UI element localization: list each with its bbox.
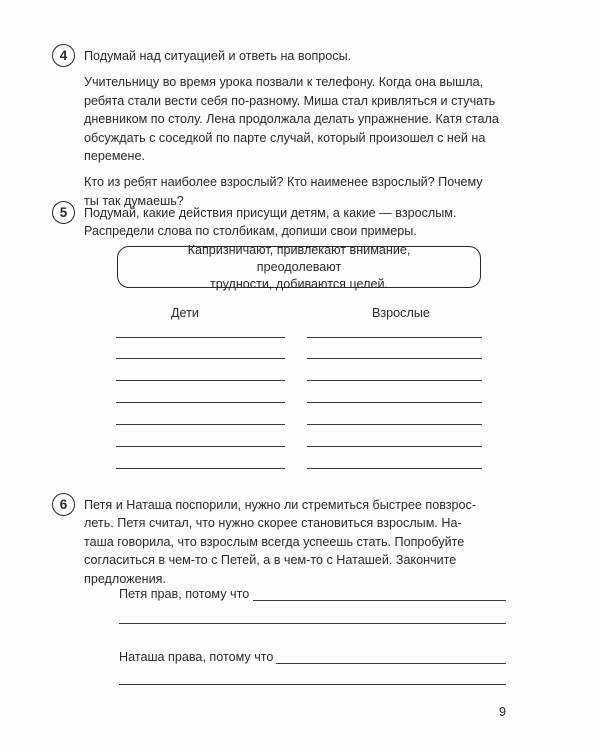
task-4-story-line: ребята стали вести себя по-разному. Миша стал кривляться и стучать: [84, 93, 496, 108]
task-5-line: Распредели слова по столбикам, допиши свои примеры.: [84, 224, 417, 239]
task-number-5: 5: [52, 201, 75, 224]
task-4-ask-line: Кто из ребят наиболее взрослый? Кто наименее взрослый? Почему: [84, 175, 483, 190]
task-6: [59, 496, 514, 588]
task-6-line: предложения.: [84, 571, 166, 586]
column-header-adults: Взрослые: [372, 306, 430, 320]
word-bank-line: Капризничают, привлекают внимание, преодолевают: [187, 242, 411, 274]
answer-line-adults[interactable]: [307, 424, 482, 425]
task-6-line: таша говорила, что взрослым всегда успеешь стать. Попробуйте: [84, 534, 465, 549]
word-bank-box: [117, 242, 481, 291]
petya-prompt: Петя прав, потому что: [119, 587, 250, 601]
answer-line-adults[interactable]: [307, 358, 482, 359]
answer-line-children[interactable]: [116, 402, 285, 403]
task-4-story-line: обсуждать с соседкой по парте случай, который произошел с ней на: [84, 130, 486, 145]
task-4-question: Подумай над ситуацией и ответь на вопросы.: [84, 49, 352, 63]
natasha-prompt: Наташа права, потому что: [119, 650, 274, 664]
answer-line-children[interactable]: [116, 446, 285, 447]
answer-line-children[interactable]: [116, 358, 285, 359]
answer-line-adults[interactable]: [307, 337, 482, 338]
answer-line-children[interactable]: [116, 468, 285, 469]
natasha-answer-line[interactable]: [276, 663, 506, 664]
task-6-line: леть. Петя считал, что нужно скорее становиться взрослым. На-: [84, 516, 462, 531]
task-4-ask-line: ты так думаешь?: [84, 193, 184, 208]
task-5-line: Подумай, какие действия присущи детям, а какие — взрослым.: [84, 206, 457, 220]
petya-answer-line[interactable]: [253, 600, 506, 601]
task-number-6: 6: [52, 493, 75, 516]
task-6-line: Петя и Наташа поспорили, нужно ли стремиться быстрее повзрос-: [84, 498, 477, 512]
petya-answer-line[interactable]: [119, 623, 506, 624]
answer-line-children[interactable]: [116, 424, 285, 425]
natasha-answer-line[interactable]: [119, 684, 506, 685]
task-5: [59, 204, 514, 241]
task-6-line: согласиться в чем-то с Петей, а в чем-то с Наташей. Закончите: [84, 553, 457, 568]
answer-line-adults[interactable]: [307, 402, 482, 403]
answer-line-adults[interactable]: [307, 468, 482, 469]
task-4-story: [84, 73, 514, 165]
answer-line-adults[interactable]: [307, 380, 482, 381]
answer-line-adults[interactable]: [307, 446, 482, 447]
task-4-story-line: дневником по столу. Лена продолжала делать упражнение. Катя стала: [84, 112, 499, 127]
page-number: 9: [499, 705, 507, 719]
task-4-story-line: перемене.: [84, 149, 145, 164]
task-number-4: 4: [52, 44, 75, 67]
task-4-story-line: Учительницу во время урока позвали к телефону. Когда она вышла,: [84, 75, 484, 90]
answer-line-children[interactable]: [116, 337, 285, 338]
column-header-children: Дети: [171, 306, 199, 320]
task-4: [59, 47, 514, 210]
word-bank-line: трудности, добиваются целей.: [209, 276, 389, 291]
answer-line-children[interactable]: [116, 380, 285, 381]
